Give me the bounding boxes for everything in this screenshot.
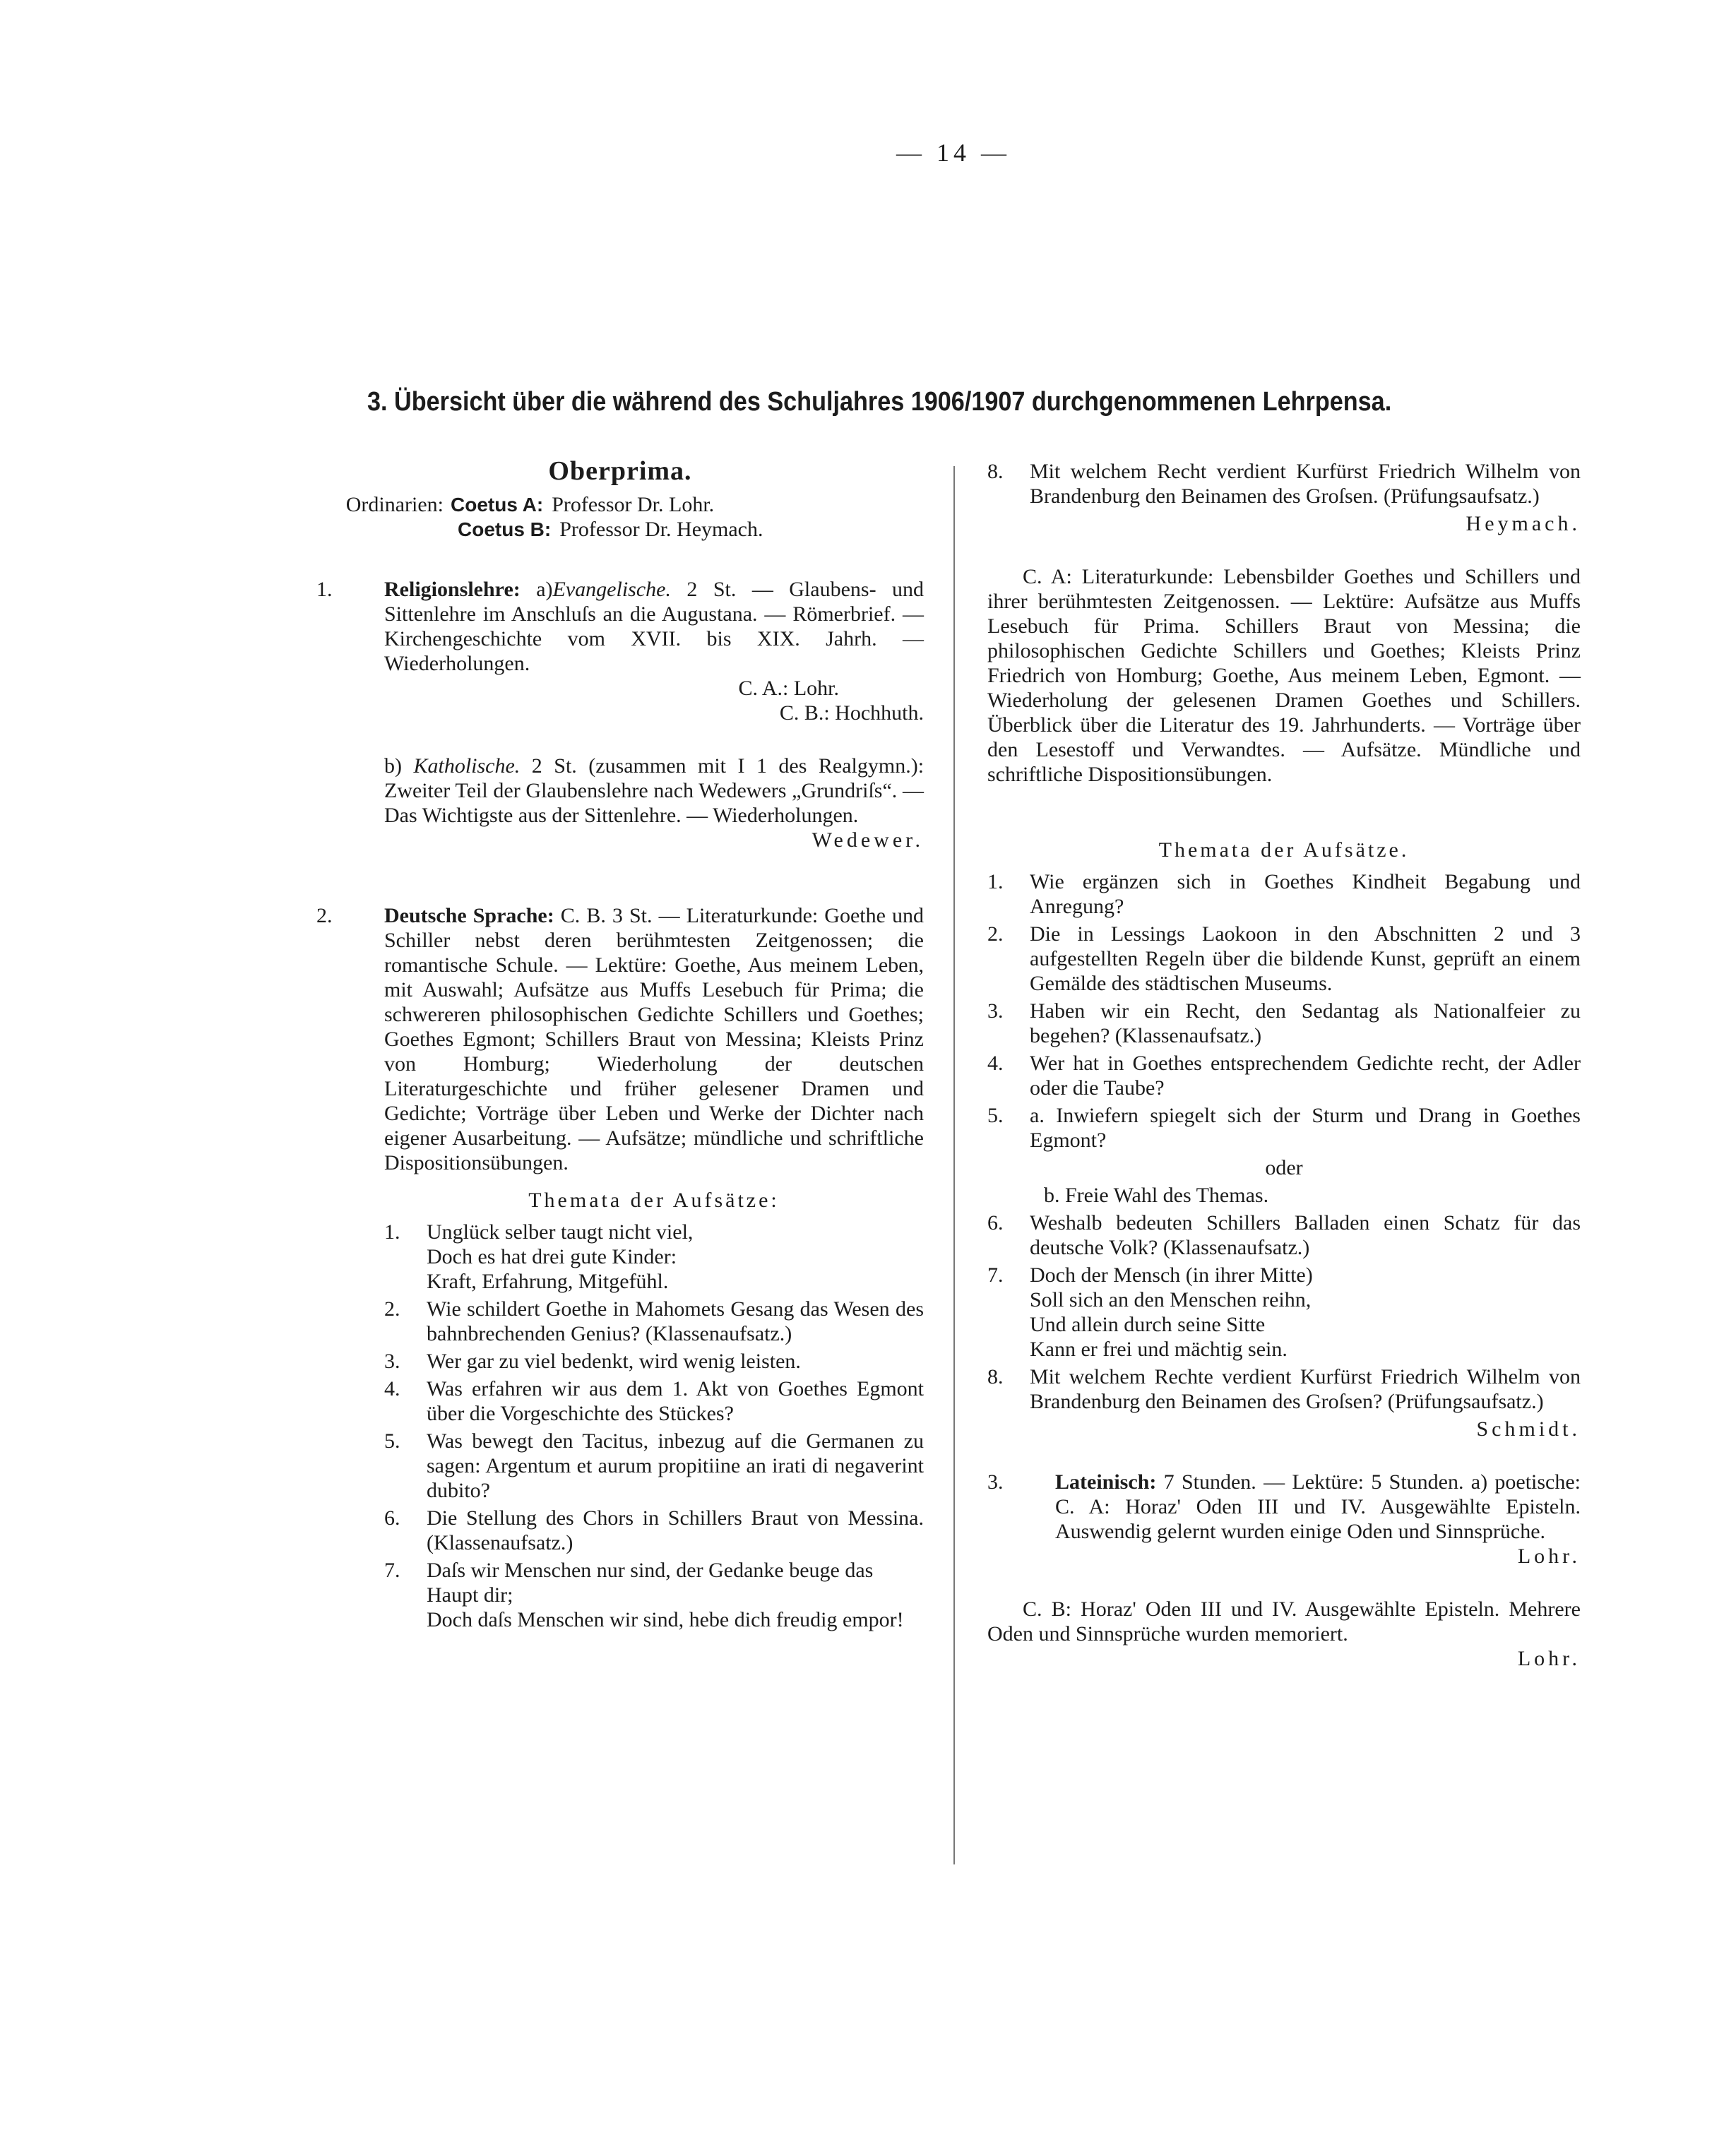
item-number: 7. xyxy=(987,1263,1004,1287)
ordinarien-row-b xyxy=(316,517,924,542)
right-themata-title: Themata der Aufsätze. xyxy=(1158,838,1410,862)
right-column xyxy=(987,459,1581,1671)
item-text: Wie ergänzen sich in Goethes Kindheit Begabung und Anregung? xyxy=(1030,870,1581,918)
item-number: 5. xyxy=(987,1104,1004,1127)
deutsch-text: C. B. 3 St. — Literaturkunde: Goethe und Schiller nebst deren berühmtesten Zeitgenossen; die romantische Schule. — Lektüre: Goethe, Aus meinem Leben, mit Auswahl; Aufsätze aus Muffs Lesebuch für Prima; die schwereren philosophischen Gedichte Schillers und Goethes; Goethes Egmont; Schillers Braut von Messina; Kleists Prinz von Homburg; Wiederholung der deutschen Literaturgeschichte und früher gelesener Dramen und Gedichte; Vorträge über Leben und Werke der Dichter nach eigener Ausarbeitung. — Aufsätze; mündliche und schriftliche Dispositionsübungen. xyxy=(384,904,925,1174)
religion-a-text: 2 St. — Glaubens- und Sittenlehre im Anschluſs an die Augustana. — Römerbrief. — Kirchengeschichte vom XVII. bis XIX. Jahrh. — Wiederholungen. xyxy=(384,578,925,675)
item-text: Mit welchem Rechte verdient Kurfürst Friedrich Wilhelm von Brandenburg den Beinamen des Groſsen? (Prüfungsaufsatz.) xyxy=(1030,1365,1581,1413)
ordinarien-spacer xyxy=(316,517,451,542)
main-heading: 3. Übersicht über die während des Schuljahres 1906/1907 durchgenommenen Lehrpensa. xyxy=(367,387,1392,417)
class-title: Oberprima. xyxy=(548,456,692,486)
right-themata-teacher: Schmidt. xyxy=(1476,1417,1581,1441)
list-item xyxy=(384,1349,924,1374)
deutsch-title: Deutsche Sprache: xyxy=(384,904,554,927)
section-latein xyxy=(987,1470,1581,1671)
ordinarien-block xyxy=(316,492,924,542)
item-text: Weshalb bedeuten Schillers Balladen einen Schatz für das deutsche Volk? (Klassenaufsatz.) xyxy=(1030,1211,1581,1259)
list-item xyxy=(384,1220,924,1294)
latein-paragraph xyxy=(987,1470,1581,1544)
list-item xyxy=(987,999,1581,1048)
left-column xyxy=(316,456,925,1635)
item-text: Wie schildert Goethe in Mahomets Gesang das Wesen des bahnbrechenden Genius? (Klassenaufsatz.) xyxy=(427,1297,924,1345)
coetus-a-label: Coetus A: xyxy=(451,494,544,516)
item-text: Doch der Mensch (in ihrer Mitte) Soll sich an den Menschen reihn, Und allein durch seine Sitte Kann er frei und mächtig sein. xyxy=(1030,1263,1313,1361)
item-number: 7. xyxy=(384,1559,400,1582)
religion-a-name: Evangelische. xyxy=(552,578,671,601)
item-text: Wer gar zu viel bedenkt, wird wenig leisten. xyxy=(427,1350,801,1373)
item-number: 4. xyxy=(384,1377,400,1400)
item-number: 1. xyxy=(384,1220,400,1244)
deutsch-paragraph xyxy=(316,903,924,1175)
latein-teacher-1: Lohr. xyxy=(1517,1545,1581,1568)
deutsch-themata-list xyxy=(316,1220,924,1632)
ca-literatur-text: C. A: Literaturkunde: Lebensbilder Goethes und Schillers und ihrer berühmtesten Zeitgenossen. — Lektüre: Aufsätze aus Muffs Lesebuch für Prima. Schillers Braut von Messina; die philosophischen Gedichte Schillers und Goethes; Kleists Prinz Friedrich von Homburg; Goethe, Aus meinem Leben, Egmont. — Wiederholung der gelesenen Dramen Goethes und Schillers. Überblick über die Literatur des 19. Jahrhunderts. — Vorträge über den Lesestoff und Verwandtes. — Aufsätze. Mündliche und schriftliche Dispositionsübungen. xyxy=(987,565,1581,786)
religion-b-text: 2 St. (zusammen mit I 1 des Realgymn.): Zweiter Teil der Glaubenslehre nach Wedewers „Grundriſs“. — Das Wichtigste aus der Sittenlehre. — Wiederholungen. xyxy=(384,754,925,827)
item5-b-row xyxy=(987,1183,1581,1208)
section-deutsch xyxy=(316,903,924,1632)
item-number: 4. xyxy=(987,1052,1004,1075)
list-item xyxy=(987,1210,1581,1260)
item-text: Daſs wir Menschen nur sind, der Gedanke beuge das Haupt dir; Doch daſs Menschen wir sind, hebe dich freudig empor! xyxy=(427,1559,904,1631)
ordinarien-label: Ordinarien: xyxy=(345,493,444,516)
list-item xyxy=(384,1376,924,1426)
item5-oder-row xyxy=(987,1155,1581,1180)
list-item xyxy=(987,1263,1581,1362)
latein-title: Lateinisch: xyxy=(1055,1470,1157,1494)
item8-text: Mit welchem Recht verdient Kurfürst Friedrich Wilhelm von Brandenburg den Beinamen des Groſsen. (Prüfungsaufsatz.) xyxy=(1030,460,1581,508)
item8-number: 8. xyxy=(987,460,1004,483)
latein-text: 7 Stunden. — Lektüre: 5 Stunden. a) poetische: C. A: Horaz' Oden III und IV. Ausgewählte Episteln. Auswendig gelernt wurden einige Oden und Sinnsprüche. xyxy=(1055,1470,1581,1543)
religion-b-label: b) xyxy=(384,754,402,778)
list-item xyxy=(987,1051,1581,1100)
right-themata-list xyxy=(987,869,1581,1414)
item-text: Unglück selber taugt nicht viel, Doch es hat drei gute Kinder: Kraft, Erfahrung, Mitgefühl. xyxy=(427,1220,694,1293)
religion-b-name: Katholische. xyxy=(413,754,521,778)
religion-number: 1. xyxy=(316,578,333,601)
right-item-8-list xyxy=(987,459,1581,508)
right-item-8 xyxy=(987,459,1581,536)
deutsch-number: 2. xyxy=(316,904,333,927)
item-number: 6. xyxy=(987,1211,1004,1234)
item-text: a. Inwiefern spiegelt sich der Sturm und Drang in Goethes Egmont? xyxy=(1030,1104,1581,1152)
religion-a-label: a) xyxy=(536,578,553,601)
religion-paragraph-b xyxy=(316,754,924,828)
coetus-b-label: Coetus B: xyxy=(458,518,552,540)
religion-paragraph-a xyxy=(316,577,924,676)
latein-cb-text: C. B: Horaz' Oden III und IV. Ausgewählte Episteln. Mehrere Oden und Sinnsprüche wurden memoriert. xyxy=(987,1597,1581,1646)
item-text: Was erfahren wir aus dem 1. Akt von Goethes Egmont über die Vorgeschichte des Stückes? xyxy=(427,1377,924,1425)
item-number: 3. xyxy=(384,1350,400,1373)
item-number: 2. xyxy=(384,1297,400,1321)
religion-title: Religionslehre: xyxy=(384,578,521,601)
page-number: — 14 — xyxy=(896,138,1011,167)
list-item xyxy=(987,922,1581,996)
item-number: 1. xyxy=(987,870,1004,893)
item-number: 3. xyxy=(987,999,1004,1023)
ordinarien-row-a xyxy=(316,492,924,517)
item5-oder: oder xyxy=(1265,1156,1303,1179)
item-number: 8. xyxy=(987,1365,1004,1388)
item-text: Wer hat in Goethes entsprechendem Gedichte recht, der Adler oder die Taube? xyxy=(1030,1052,1581,1100)
religion-teacher-cb: C. B.: Hochhuth. xyxy=(779,701,924,725)
coetus-a-teacher: Professor Dr. Lohr. xyxy=(552,493,715,516)
latein-number: 3. xyxy=(987,1470,1004,1494)
list-item xyxy=(384,1429,924,1503)
ca-literatur-block xyxy=(987,564,1581,787)
deutsch-themata-title: Themata der Aufsätze: xyxy=(528,1189,780,1212)
item-number: 5. xyxy=(384,1429,400,1453)
list-item xyxy=(987,1364,1581,1414)
list-item xyxy=(987,869,1581,919)
item8-teacher: Heymach. xyxy=(1466,512,1581,535)
list-item xyxy=(384,1558,924,1632)
list-item xyxy=(987,1103,1581,1153)
section-religion xyxy=(316,577,924,725)
religion-teacher-ca: C. A.: Lohr. xyxy=(738,677,839,700)
latein-teacher-2: Lohr. xyxy=(1517,1647,1581,1670)
religion-teacher-b: Wedewer. xyxy=(811,828,924,852)
item-text: Die in Lessings Laokoon in den Abschnitten 2 und 3 aufgestellten Regeln über die bildende Kunst, geprüft an einem Gemälde des städtischen Museums. xyxy=(1030,922,1581,995)
column-divider xyxy=(953,466,955,1864)
coetus-b-teacher: Professor Dr. Heymach. xyxy=(559,518,763,541)
item-text: Die Stellung des Chors in Schillers Braut von Messina. (Klassenaufsatz.) xyxy=(427,1506,924,1554)
list-item xyxy=(987,459,1581,508)
item-number: 6. xyxy=(384,1506,400,1530)
item-text: Was bewegt den Tacitus, inbezug auf die Germanen zu sagen: Argentum et aurum propitiine an irati di negaverint dubito? xyxy=(427,1429,924,1502)
list-item xyxy=(384,1506,924,1555)
item5-b: b. Freie Wahl des Themas. xyxy=(1044,1184,1269,1207)
item-text: Haben wir ein Recht, den Sedantag als Nationalfeier zu begehen? (Klassenaufsatz.) xyxy=(1030,999,1581,1047)
item-number: 2. xyxy=(987,922,1004,946)
section-religion-b xyxy=(316,754,924,852)
list-item xyxy=(384,1297,924,1346)
right-themata-block xyxy=(987,838,1581,1441)
